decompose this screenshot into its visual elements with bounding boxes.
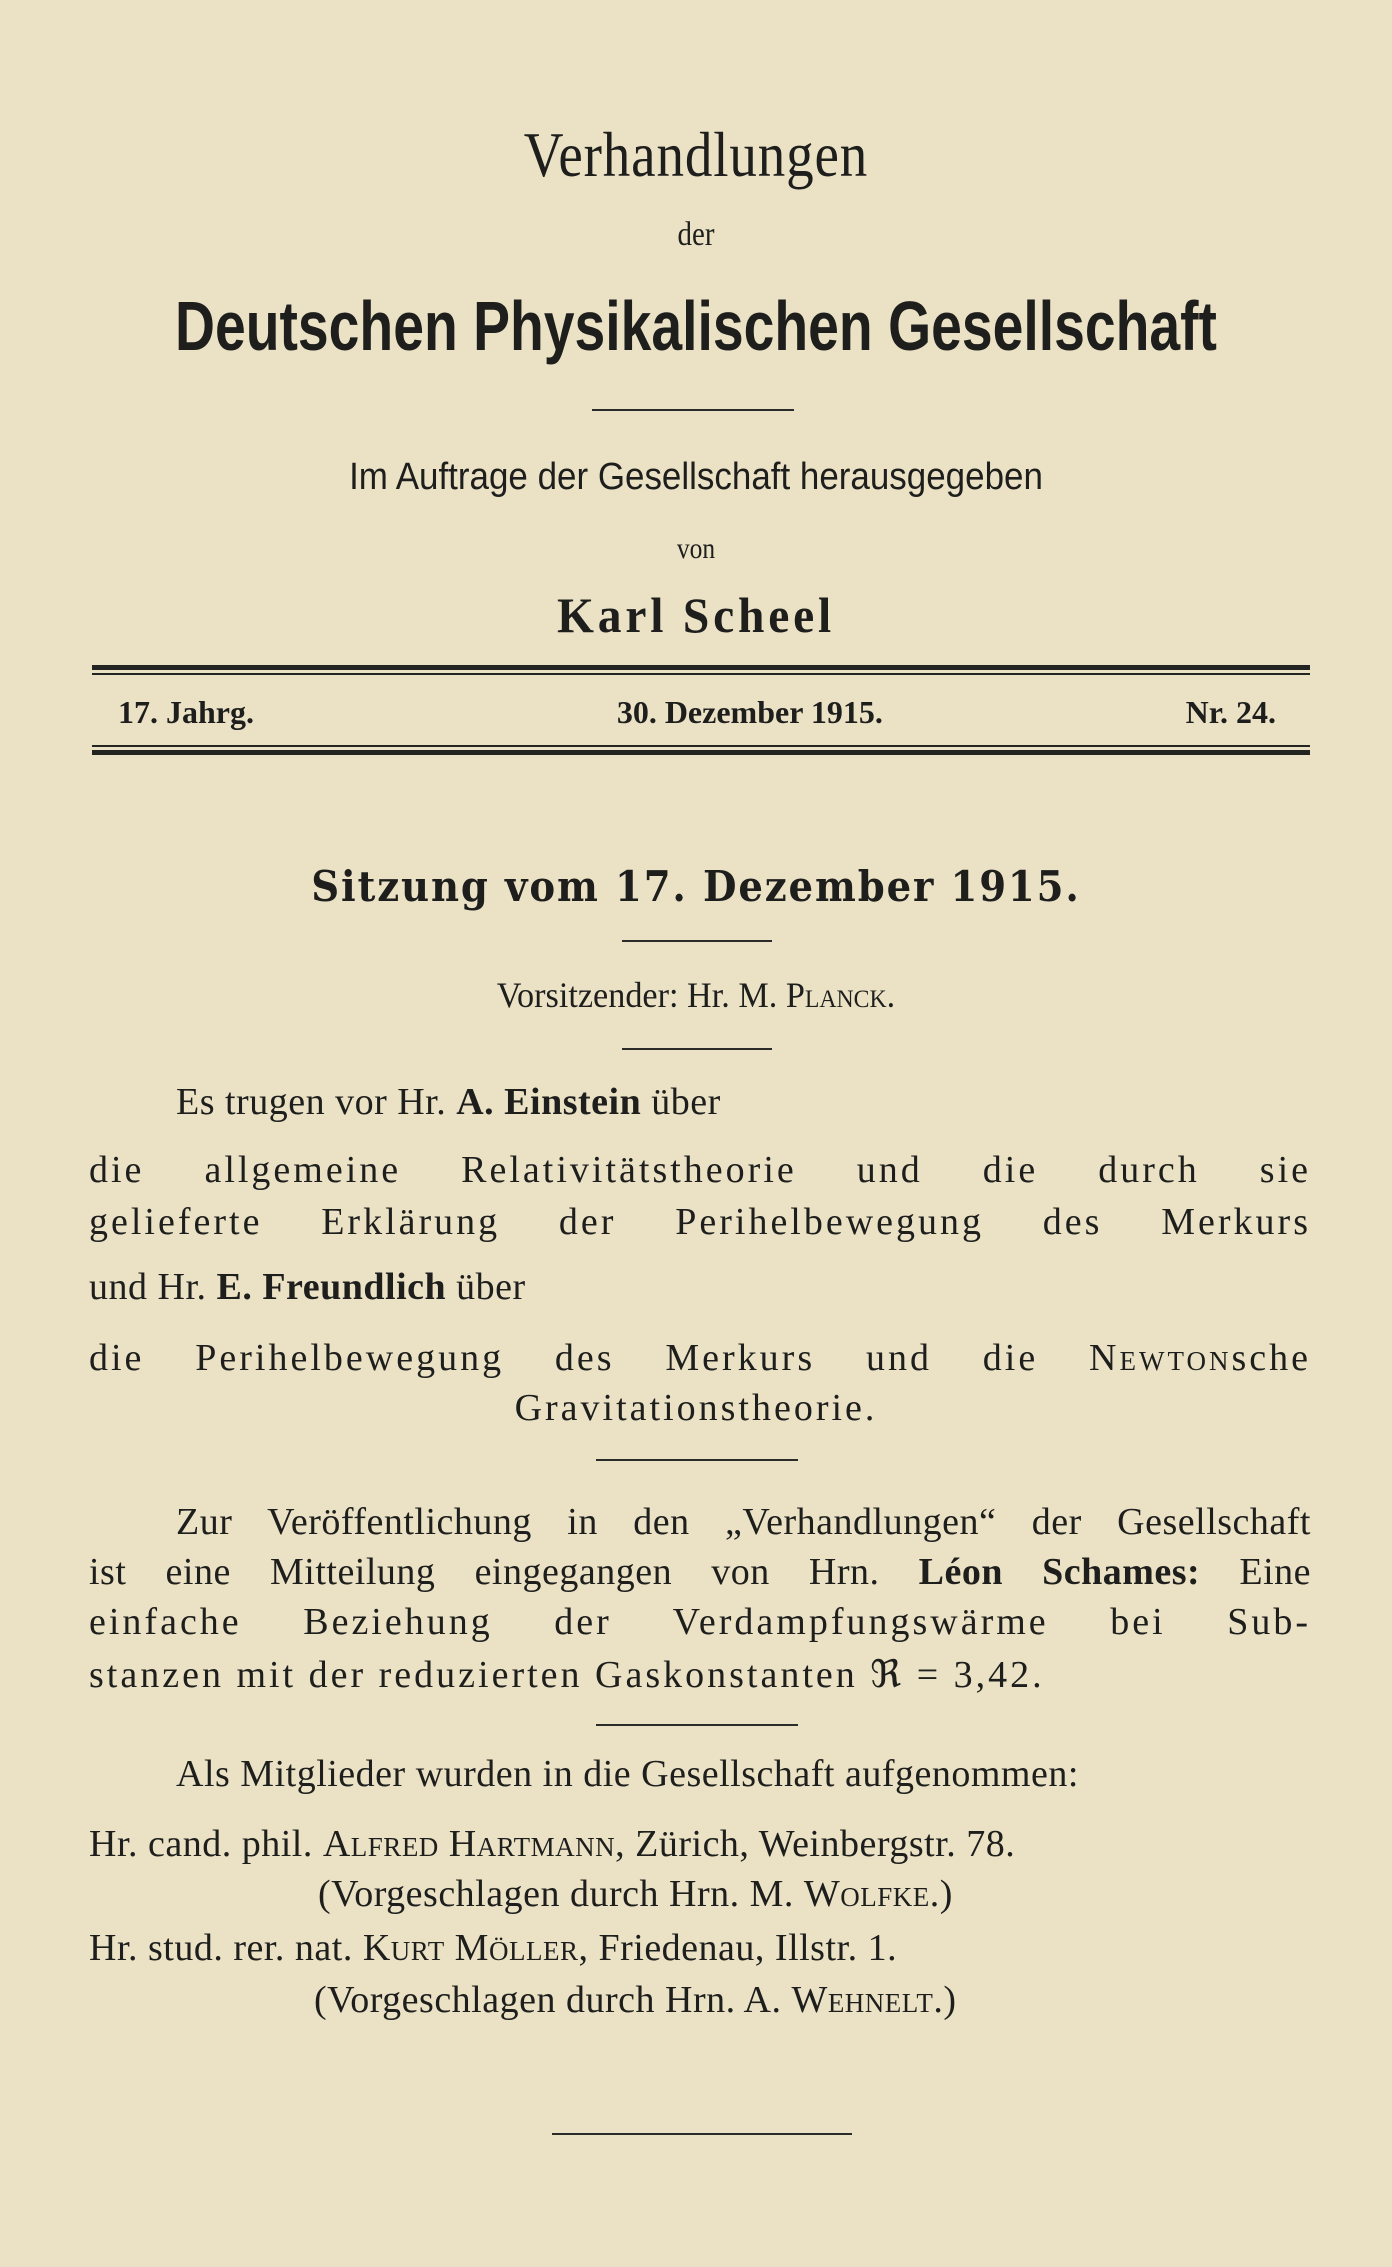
topic1-line2: gelieferte Erklärung der Perihelbewegung des Merkurs [89, 1201, 1311, 1243]
topic2-line1: die Perihelbewegung des Merkurs und die Newtonsche [89, 1337, 1311, 1379]
divider [592, 409, 794, 411]
divider [596, 1459, 798, 1461]
masthead-rule-bottom-thin [92, 745, 1310, 747]
speaker-freundlich: E. Freundlich [216, 1266, 447, 1308]
publication-line1: Zur Veröffentlichung in den „Verhandlungen“ der Gesellschaft [176, 1501, 1311, 1543]
member-name: Kurt Möller [362, 1927, 579, 1969]
masthead [118, 694, 1276, 734]
talks-intro: Es trugen vor Hr. A. Einstein über [176, 1081, 721, 1123]
divider [596, 1724, 798, 1726]
speaker-einstein: A. Einstein [456, 1081, 642, 1123]
publication-line4: stanzen mit der reduzierten Gaskonstanten ℜ = 3,42. [89, 1654, 1045, 1696]
issue-number: Nr. 24. [1185, 694, 1276, 730]
member-entry-1: Hr. cand. phil. Alfred Hartmann, Zürich, Weinbergstr. 78. [89, 1823, 1016, 1865]
journal-title-der: der [677, 216, 715, 253]
masthead-rule-bottom-thick [92, 750, 1310, 755]
member-proposer-1: (Vorgeschlagen durch Hrn. M. Wolfke.) [318, 1873, 953, 1915]
masthead-rule-top-thick [92, 665, 1310, 670]
editor-name: Karl Scheel [557, 587, 835, 643]
talks-second-speaker: und Hr. E. Freundlich über [89, 1266, 526, 1308]
divider [552, 2133, 852, 2135]
session-heading: Sitzung vom 17. Dezember 1915. [311, 862, 1081, 911]
volume: 17. Jahrg. [118, 694, 254, 730]
chair-name: Planck. [785, 975, 896, 1015]
members-intro: Als Mitglieder wurden in die Gesellschaft aufgenommen: [176, 1753, 1079, 1795]
divider [622, 1048, 772, 1050]
member-name: Alfred Hartmann [322, 1823, 616, 1865]
journal-title: Verhandlungen [523, 119, 869, 190]
publisher-line: Im Auftrage der Gesellschaft herausgegeben [349, 456, 1043, 498]
issue-date: 30. Dezember 1915. [616, 694, 883, 730]
topic1-line1: die allgemeine Relativitätstheorie und die durch sie [89, 1149, 1311, 1191]
chair-line [35, 974, 1357, 1016]
masthead-rule-top-thin [92, 673, 1310, 675]
member-entry-2: Hr. stud. rer. nat. Kurt Möller, Friedenau, Illstr. 1. [89, 1927, 898, 1969]
publication-line2: ist eine Mitteilung eingegangen von Hrn. Léon Schames: Eine [89, 1551, 1312, 1593]
society-name: Deutschen Physikalischen Gesellschaft [175, 287, 1217, 365]
member-proposer-2: (Vorgeschlagen durch Hrn. A. Wehnelt.) [314, 1979, 957, 2021]
divider [622, 940, 772, 942]
von-label: von [676, 532, 716, 565]
chair-label: Vorsitzender: Hr. M. [496, 975, 778, 1015]
author-schames: Léon Schames: [918, 1551, 1201, 1593]
publication-line3: einfache Beziehung der Verdampfungswärme bei Sub- [89, 1601, 1311, 1643]
topic2-line2: Gravitationstheorie. [514, 1387, 878, 1429]
